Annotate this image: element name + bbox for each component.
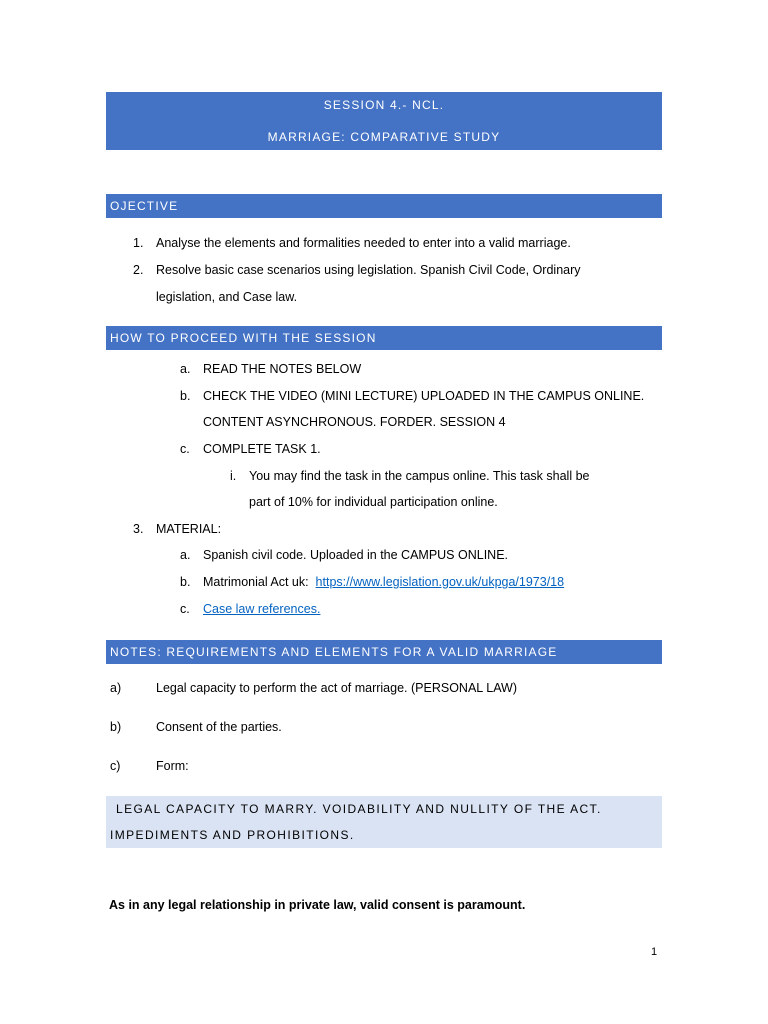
list-item: Analyse the elements and formalities needed to enter into a valid marriage. xyxy=(156,236,571,250)
capacity-heading xyxy=(106,796,662,848)
list-marker: b. xyxy=(180,575,191,589)
objective-heading: OJECTIVE xyxy=(106,194,662,218)
sublist-item-continuation: part of 10% for individual participation online. xyxy=(249,495,498,509)
material-item: Spanish civil code. Uploaded in the CAMPUS ONLINE. xyxy=(203,548,509,562)
matrimonial-act-link[interactable]: https://www.legislation.gov.uk/ukpga/1973/18 xyxy=(315,575,565,589)
list-item-continuation: CONTENT ASYNCHRONOUS. FORDER. SESSION 4 xyxy=(203,415,506,429)
material-label: MATERIAL: xyxy=(156,522,222,536)
list-marker: c. xyxy=(180,602,190,616)
list-item: Resolve basic case scenarios using legislation. Spanish Civil Code, Ordinary xyxy=(156,263,581,277)
list-marker: 2. xyxy=(133,263,144,277)
list-item: Consent of the parties. xyxy=(156,720,282,734)
list-item: Form: xyxy=(156,759,189,773)
session-title: SESSION 4.- NCL. xyxy=(323,98,445,112)
notes-heading: NOTES: REQUIREMENTS AND ELEMENTS FOR A VALID MARRIAGE xyxy=(106,640,662,664)
list-item: Legal capacity to perform the act of marriage. (PERSONAL LAW) xyxy=(156,681,518,695)
material-item xyxy=(203,575,564,589)
material-item-text: Matrimonial Act uk: xyxy=(203,575,316,589)
list-marker: c) xyxy=(110,759,121,773)
sublist-marker: i. xyxy=(230,469,237,483)
list-marker: 1. xyxy=(133,236,144,250)
page-number: 1 xyxy=(651,946,658,958)
list-marker: b) xyxy=(110,720,122,734)
sublist-item: You may find the task in the campus online. This task shall be xyxy=(249,469,590,483)
list-marker: a. xyxy=(180,362,191,376)
list-marker: 3. xyxy=(133,522,144,536)
list-marker: a) xyxy=(110,681,122,695)
list-marker: b. xyxy=(180,389,191,403)
list-item: READ THE NOTES BELOW xyxy=(203,362,362,376)
document-title: MARRIAGE: COMPARATIVE STUDY xyxy=(267,130,501,144)
list-marker: a. xyxy=(180,548,191,562)
proceed-heading: HOW TO PROCEED WITH THE SESSION xyxy=(106,326,662,350)
capacity-heading-line: LEGAL CAPACITY TO MARRY. VOIDABILITY AND NULLITY OF THE ACT. xyxy=(116,802,602,816)
list-item-continuation: legislation, and Case law. xyxy=(156,290,298,304)
title-block xyxy=(106,92,662,150)
case-law-link[interactable]: Case law references. xyxy=(203,602,321,616)
capacity-heading-line: IMPEDIMENTS AND PROHIBITIONS. xyxy=(110,828,355,842)
list-marker: c. xyxy=(180,442,190,456)
list-item: COMPLETE TASK 1. xyxy=(203,442,321,456)
list-item: CHECK THE VIDEO (MINI LECTURE) UPLOADED IN THE CAMPUS ONLINE. xyxy=(203,389,645,403)
closing-statement: As in any legal relationship in private law, valid consent is paramount. xyxy=(109,898,526,912)
